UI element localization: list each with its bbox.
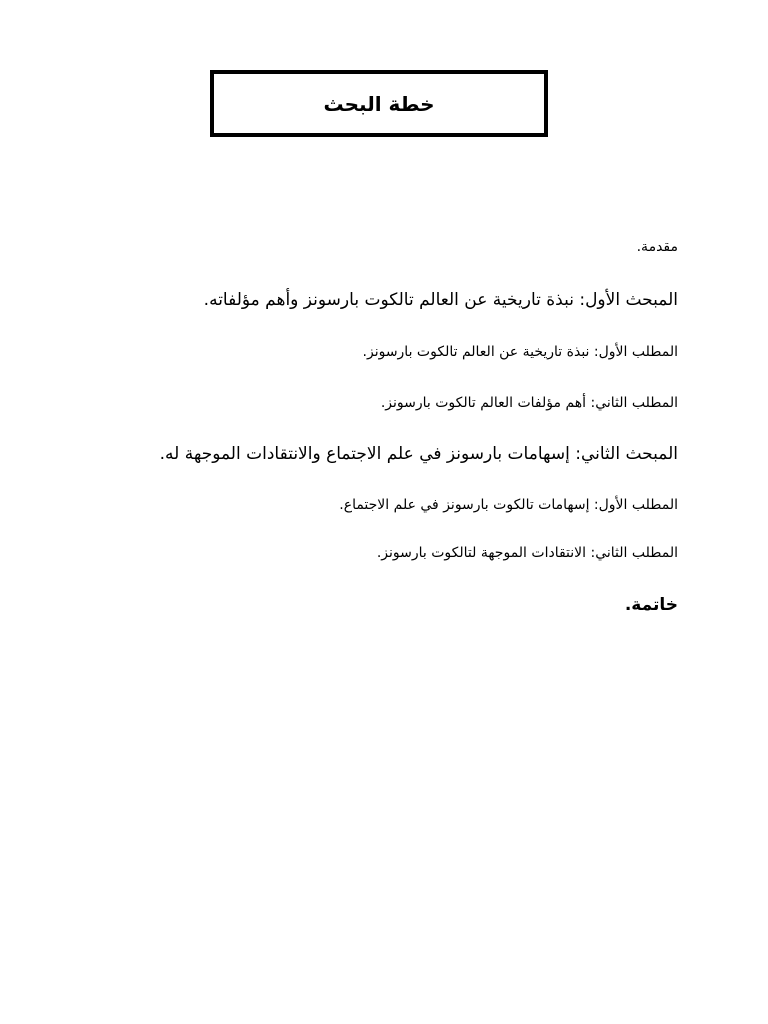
outline-chapter-2-section-1: المطلب الأول: إسهامات تالكوت بارسونز في علم الاجتماع.	[339, 497, 678, 513]
outline-chapter-1: المبحث الأول: نبذة تاريخية عن العالم تالكوت بارسونز وأهم مؤلفاته.	[203, 290, 678, 310]
outline-introduction: مقدمة.	[636, 239, 678, 255]
title-box	[210, 70, 548, 137]
outline-conclusion: خاتمة.	[624, 595, 678, 615]
outline-chapter-1-section-2: المطلب الثاني: أهم مؤلفات العالم تالكوت بارسونز.	[380, 395, 678, 411]
outline-chapter-1-section-1: المطلب الأول: نبذة تاريخية عن العالم تالكوت بارسونز.	[362, 344, 678, 360]
outline-chapter-2: المبحث الثاني: إسهامات بارسونز في علم الاجتماع والانتقادات الموجهة له.	[159, 444, 678, 464]
page-title: خطة البحث	[323, 91, 435, 116]
outline-chapter-2-section-2: المطلب الثاني: الانتقادات الموجهة لتالكوت بارسونز.	[376, 545, 678, 561]
